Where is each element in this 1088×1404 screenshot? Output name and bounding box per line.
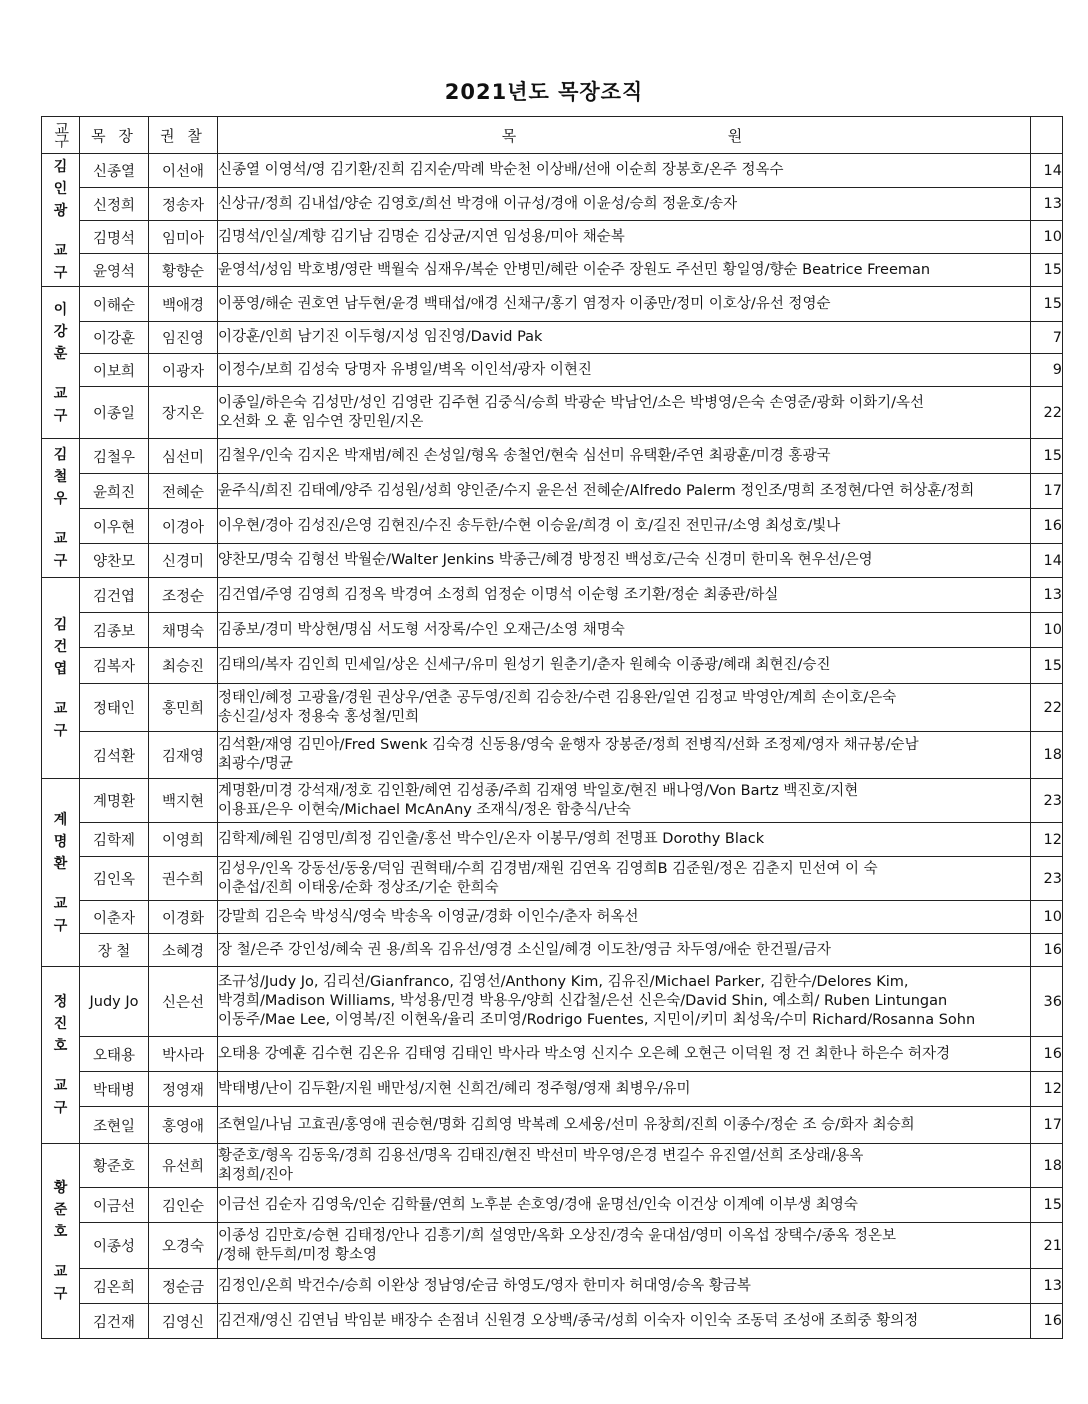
table-row bbox=[42, 1269, 1063, 1304]
members-list: 오태용 강예훈 김수현 김온유 김태영 김태인 박사라 박소영 신지수 오은혜 오현근 이덕원 정 건 최한나 하은수 허자경 bbox=[218, 1037, 1031, 1072]
parish-organization-table bbox=[41, 116, 1063, 1339]
members-list: 강말희 김은숙 박성식/영숙 박송옥 이영균/경화 이인수/춘자 허옥선 bbox=[218, 901, 1031, 934]
table-row bbox=[42, 648, 1063, 684]
guide-name: 이경화 bbox=[149, 901, 218, 934]
member-count: 17 bbox=[1031, 1107, 1063, 1144]
guide-name: 정순금 bbox=[149, 1269, 218, 1304]
member-count: 15 bbox=[1031, 254, 1063, 287]
member-count: 15 bbox=[1031, 1188, 1063, 1223]
leader-name: 윤영석 bbox=[80, 254, 149, 287]
district-name-text: 김건엽 교구 bbox=[53, 617, 68, 739]
member-count: 13 bbox=[1031, 578, 1063, 613]
table-row bbox=[42, 439, 1063, 474]
leader-name: 김학제 bbox=[80, 823, 149, 857]
table-row bbox=[42, 544, 1063, 578]
district-name bbox=[42, 779, 80, 967]
table-row bbox=[42, 1304, 1063, 1339]
members-list: 윤주식/희진 김태예/양주 김성원/성희 양인준/수지 윤은선 전혜순/Alfredo Palerm 정인조/명희 조정현/다연 허상훈/정희 bbox=[218, 474, 1031, 509]
leader-name: 김철우 bbox=[80, 439, 149, 474]
header-guide: 권 찰 bbox=[149, 117, 218, 154]
leader-name: 윤희진 bbox=[80, 474, 149, 509]
leader-name: 정태인 bbox=[80, 684, 149, 732]
guide-name: 홍민희 bbox=[149, 684, 218, 732]
leader-name: 박태병 bbox=[80, 1072, 149, 1107]
member-count: 18 bbox=[1031, 732, 1063, 779]
guide-name: 채명숙 bbox=[149, 613, 218, 648]
member-count: 15 bbox=[1031, 648, 1063, 684]
member-count: 10 bbox=[1031, 613, 1063, 648]
member-count: 7 bbox=[1031, 322, 1063, 354]
leader-name: 이보희 bbox=[80, 354, 149, 387]
district-name bbox=[42, 1144, 80, 1339]
members-list: 김석환/재영 김민아/Fred Swenk 김숙경 신동용/영숙 윤행자 장봉준/정희 전병직/선화 조정제/영자 채규봉/순남 최광수/명균 bbox=[218, 732, 1031, 779]
guide-name: 김인순 bbox=[149, 1188, 218, 1223]
table-row bbox=[42, 1107, 1063, 1144]
guide-name: 김재영 bbox=[149, 732, 218, 779]
leader-name: 김복자 bbox=[80, 648, 149, 684]
members-list: 조규성/Judy Jo, 김리선/Gianfranco, 김영선/Anthony Kim, 김유진/Michael Parker, 김한수/Delores Kim, 박경희/Madison Williams, 박성용/민경 박용우/양희 신갑철/은선 신은숙/David Shin, 예소희/ Ruben Lintungan 이동주/Mae Lee, 이영복/진 이현옥/율리 조미영/Rodrigo Fuentes, 지민이/키미 최성욱/수미 Richard/Rosanna Sohn bbox=[218, 967, 1031, 1037]
members-list: 박태병/난이 김두환/지원 배만성/지현 신희건/혜리 정주형/영재 최병우/유미 bbox=[218, 1072, 1031, 1107]
member-count: 22 bbox=[1031, 684, 1063, 732]
members-list: 김정인/온희 박건수/승희 이완상 정남영/순금 하영도/영자 한미자 허대영/승옥 황금복 bbox=[218, 1269, 1031, 1304]
guide-name: 황향순 bbox=[149, 254, 218, 287]
table-row bbox=[42, 1072, 1063, 1107]
member-count: 36 bbox=[1031, 967, 1063, 1037]
guide-name: 신은선 bbox=[149, 967, 218, 1037]
guide-name: 이경아 bbox=[149, 509, 218, 544]
members-list: 김태의/복자 김인희 민세일/상온 신세구/유미 원성기 원춘기/춘자 원혜숙 이종광/혜래 최현진/승진 bbox=[218, 648, 1031, 684]
member-count: 15 bbox=[1031, 287, 1063, 322]
member-count: 16 bbox=[1031, 1037, 1063, 1072]
guide-name: 이영희 bbox=[149, 823, 218, 857]
table-row bbox=[42, 901, 1063, 934]
district-name bbox=[42, 154, 80, 287]
guide-name: 임진영 bbox=[149, 322, 218, 354]
guide-name: 백지현 bbox=[149, 779, 218, 823]
guide-name: 심선미 bbox=[149, 439, 218, 474]
member-count: 23 bbox=[1031, 779, 1063, 823]
members-list: 김명석/인실/계향 김기남 김명순 김상균/지연 임성용/미아 채순복 bbox=[218, 221, 1031, 254]
leader-name: 이금선 bbox=[80, 1188, 149, 1223]
member-count: 13 bbox=[1031, 188, 1063, 221]
members-list: 김학제/혜원 김영민/희정 김인출/홍선 박수인/온자 이봉무/영희 전명표 Dorothy Black bbox=[218, 823, 1031, 857]
table-row bbox=[42, 254, 1063, 287]
leader-name: 장 철 bbox=[80, 934, 149, 967]
table-row bbox=[42, 779, 1063, 823]
leader-name: 이강훈 bbox=[80, 322, 149, 354]
member-count: 10 bbox=[1031, 221, 1063, 254]
leader-name: 김인옥 bbox=[80, 857, 149, 901]
member-count: 17 bbox=[1031, 474, 1063, 509]
header-members-part-2: 원 bbox=[727, 126, 747, 145]
leader-name: 계명환 bbox=[80, 779, 149, 823]
guide-name: 이광자 bbox=[149, 354, 218, 387]
table-row bbox=[42, 154, 1063, 188]
guide-name: 백애경 bbox=[149, 287, 218, 322]
leader-name: 김석환 bbox=[80, 732, 149, 779]
guide-name: 유선희 bbox=[149, 1144, 218, 1188]
leader-name: 김온희 bbox=[80, 1269, 149, 1304]
member-count: 16 bbox=[1031, 509, 1063, 544]
members-list: 김건재/영신 김연님 박임분 배장수 손점녀 신원경 오상백/종국/성희 이숙자 이인숙 조동덕 조성애 조희중 황의정 bbox=[218, 1304, 1031, 1339]
table-row bbox=[42, 613, 1063, 648]
members-list: 계명환/미경 강석재/정호 김인환/혜연 김성종/주희 김재영 박일호/현진 배나영/Von Bartz 백진호/지현 이용표/은우 이현숙/Michael McAnAny 조재식/정온 함충식/난숙 bbox=[218, 779, 1031, 823]
member-count: 14 bbox=[1031, 154, 1063, 188]
members-list: 신상규/정희 김내섭/양순 김영호/희선 박경애 이규성/경애 이윤성/승희 정윤호/송자 bbox=[218, 188, 1031, 221]
table-row bbox=[42, 287, 1063, 322]
district-name bbox=[42, 578, 80, 779]
table-row bbox=[42, 474, 1063, 509]
guide-name: 김영신 bbox=[149, 1304, 218, 1339]
leader-name: 김건재 bbox=[80, 1304, 149, 1339]
district-name-text: 황준호 교구 bbox=[53, 1180, 68, 1302]
table-row bbox=[42, 509, 1063, 544]
member-count: 14 bbox=[1031, 544, 1063, 578]
table-row bbox=[42, 221, 1063, 254]
member-count: 21 bbox=[1031, 1223, 1063, 1269]
guide-name: 이선애 bbox=[149, 154, 218, 188]
table-row bbox=[42, 823, 1063, 857]
header-members-part-1: 목 bbox=[501, 126, 521, 145]
member-count: 10 bbox=[1031, 901, 1063, 934]
leader-name: 이해순 bbox=[80, 287, 149, 322]
members-list: 김종보/경미 박상현/명심 서도형 서장록/수인 오재근/소영 채명숙 bbox=[218, 613, 1031, 648]
member-count: 12 bbox=[1031, 823, 1063, 857]
table-row bbox=[42, 387, 1063, 439]
leader-name: 오태용 bbox=[80, 1037, 149, 1072]
guide-name: 최승진 bbox=[149, 648, 218, 684]
guide-name: 전혜순 bbox=[149, 474, 218, 509]
guide-name: 장지온 bbox=[149, 387, 218, 439]
district-name-text: 김철우 교구 bbox=[53, 447, 68, 569]
table-row bbox=[42, 188, 1063, 221]
members-list: 조현일/나님 고효권/홍영애 권승현/명화 김희영 박복례 오세웅/선미 유창희/진희 이종수/정순 조 승/화자 최승희 bbox=[218, 1107, 1031, 1144]
members-list: 정태인/혜정 고광율/경원 권상우/연춘 공두영/진희 김승찬/수련 김용완/일연 김정교 박영안/계희 손이호/은숙 송신길/성자 정용숙 홍성철/민희 bbox=[218, 684, 1031, 732]
members-list: 장 철/은주 강인성/혜숙 권 용/희옥 김유선/영경 소신일/혜경 이도찬/영금 차두영/애순 한건필/금자 bbox=[218, 934, 1031, 967]
table-row bbox=[42, 1188, 1063, 1223]
district-name bbox=[42, 439, 80, 578]
guide-name: 홍영애 bbox=[149, 1107, 218, 1144]
members-list: 이우현/경아 김성진/은영 김현진/수진 송두한/수현 이승윤/희경 이 호/길진 전민규/소영 최성호/빛나 bbox=[218, 509, 1031, 544]
members-list: 김성우/인옥 강동선/동웅/덕임 권혁태/수희 김경범/재원 김연옥 김영희B 김준원/정온 김춘지 민선여 이 숙 이춘섭/진희 이태웅/순화 정상조/기순 한희숙 bbox=[218, 857, 1031, 901]
guide-name: 오경숙 bbox=[149, 1223, 218, 1269]
table-row bbox=[42, 967, 1063, 1037]
table-row bbox=[42, 857, 1063, 901]
district-name-text: 김인광 교구 bbox=[53, 159, 68, 281]
members-list: 이풍영/해순 권호연 남두현/윤경 백태섭/애경 신채구/홍기 염정자 이종만/정미 이호상/유선 정영순 bbox=[218, 287, 1031, 322]
guide-name: 정영재 bbox=[149, 1072, 218, 1107]
members-list: 윤영석/성임 박호병/영란 백월숙 심재우/복순 안병민/혜란 이순주 장원도 주선민 황일영/향순 Beatrice Freeman bbox=[218, 254, 1031, 287]
guide-name: 조정순 bbox=[149, 578, 218, 613]
leader-name: 김건엽 bbox=[80, 578, 149, 613]
member-count: 23 bbox=[1031, 857, 1063, 901]
table-row bbox=[42, 684, 1063, 732]
leader-name: 신정희 bbox=[80, 188, 149, 221]
table-row bbox=[42, 322, 1063, 354]
header-members bbox=[218, 117, 1031, 154]
members-list: 양찬모/명숙 김형선 박월순/Walter Jenkins 박종근/혜경 방정진 백성호/근숙 신경미 한미옥 현우선/은영 bbox=[218, 544, 1031, 578]
guide-name: 소혜경 bbox=[149, 934, 218, 967]
leader-name: 조현일 bbox=[80, 1107, 149, 1144]
guide-name: 신경미 bbox=[149, 544, 218, 578]
members-list: 이강훈/인희 남기진 이두형/지성 임진영/David Pak bbox=[218, 322, 1031, 354]
page-title: 2021년도 목장조직 bbox=[444, 80, 644, 104]
leader-name: 이종성 bbox=[80, 1223, 149, 1269]
members-list: 김철우/인숙 김지온 박재범/혜진 손성일/형옥 송철언/현숙 심선미 유택환/주연 최광훈/미경 홍광국 bbox=[218, 439, 1031, 474]
member-count: 22 bbox=[1031, 387, 1063, 439]
table-row bbox=[42, 732, 1063, 779]
table-row bbox=[42, 578, 1063, 613]
members-list: 신종열 이영석/영 김기환/진희 김지순/막례 박순천 이상배/선애 이순희 장봉호/온주 정옥수 bbox=[218, 154, 1031, 188]
header-district-text: 교구 bbox=[54, 120, 73, 150]
guide-name: 정송자 bbox=[149, 188, 218, 221]
members-list: 김건엽/주영 김영희 김정옥 박경여 소정희 엄정순 이명석 이순형 조기환/정순 최종관/하실 bbox=[218, 578, 1031, 613]
guide-name: 박사라 bbox=[149, 1037, 218, 1072]
members-list: 이정수/보희 김성숙 당명자 유병일/벽옥 이인석/광자 이현진 bbox=[218, 354, 1031, 387]
members-list: 이종성 김만호/승현 김태정/안나 김흥기/희 설영만/옥화 오상진/경숙 윤대섬/영미 이옥섭 장택수/종옥 정온보 /정해 한두희/미정 황소영 bbox=[218, 1223, 1031, 1269]
table-row bbox=[42, 1144, 1063, 1188]
member-count: 18 bbox=[1031, 1144, 1063, 1188]
table-row bbox=[42, 934, 1063, 967]
header-leader: 목 장 bbox=[80, 117, 149, 154]
members-list: 이금선 김순자 김영욱/인순 김학률/연희 노후분 손호영/경애 윤명선/인숙 이건상 이계예 이부생 최영숙 bbox=[218, 1188, 1031, 1223]
table-row bbox=[42, 1223, 1063, 1269]
member-count: 12 bbox=[1031, 1072, 1063, 1107]
district-name-text: 정진호 교구 bbox=[53, 994, 68, 1116]
table-row bbox=[42, 1037, 1063, 1072]
leader-name: Judy Jo bbox=[80, 967, 149, 1037]
guide-name: 권수희 bbox=[149, 857, 218, 901]
district-name bbox=[42, 287, 80, 439]
members-list: 이종일/하은숙 김성만/성인 김영란 김주현 김중식/승희 박광순 박남언/소은 박병영/은숙 손영준/광화 이화기/옥선 오선화 오 훈 임수연 장민원/지온 bbox=[218, 387, 1031, 439]
leader-name: 이춘자 bbox=[80, 901, 149, 934]
leader-name: 이종일 bbox=[80, 387, 149, 439]
table-header-row bbox=[42, 117, 1063, 154]
member-count: 13 bbox=[1031, 1269, 1063, 1304]
leader-name: 신종열 bbox=[80, 154, 149, 188]
leader-name: 황준호 bbox=[80, 1144, 149, 1188]
header-count bbox=[1031, 117, 1063, 154]
member-count: 15 bbox=[1031, 439, 1063, 474]
guide-name: 임미아 bbox=[149, 221, 218, 254]
district-name-text: 계명환 교구 bbox=[53, 811, 68, 934]
member-count: 16 bbox=[1031, 934, 1063, 967]
district-name-text: 이강훈 교구 bbox=[53, 301, 68, 424]
member-count: 9 bbox=[1031, 354, 1063, 387]
leader-name: 양찬모 bbox=[80, 544, 149, 578]
members-list: 황준호/형옥 김동욱/경희 김용선/명옥 김태진/현진 박선미 박우영/은경 변길수 유진열/선희 조상래/용옥 최정희/진아 bbox=[218, 1144, 1031, 1188]
leader-name: 김명석 bbox=[80, 221, 149, 254]
leader-name: 이우현 bbox=[80, 509, 149, 544]
header-district bbox=[42, 117, 80, 154]
leader-name: 김종보 bbox=[80, 613, 149, 648]
member-count: 16 bbox=[1031, 1304, 1063, 1339]
table-row bbox=[42, 354, 1063, 387]
district-name bbox=[42, 967, 80, 1144]
